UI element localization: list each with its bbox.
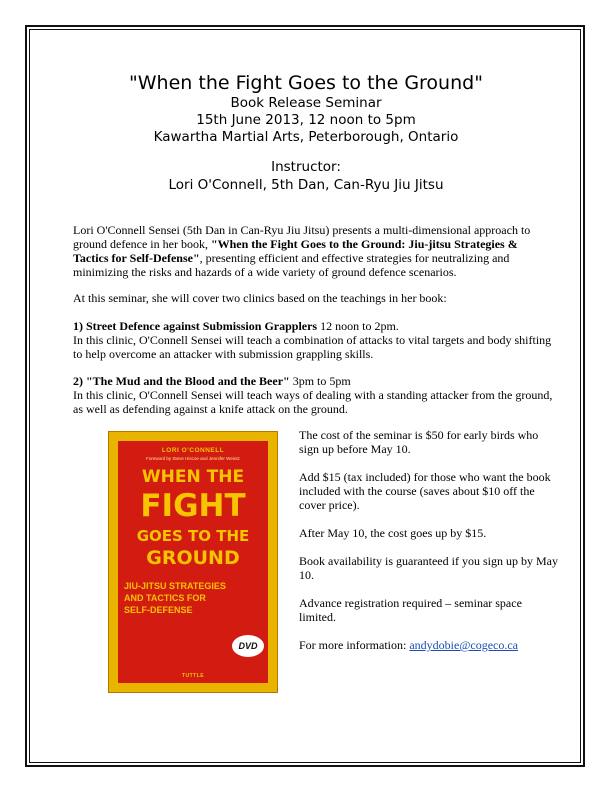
clinic-2-title: 2) "The Mud and the Blood and the Beer" — [73, 374, 290, 388]
overview-paragraph: At this seminar, she will cover two clinics based on the teachings in her book: — [73, 291, 447, 305]
contact-label: For more information: — [299, 638, 410, 652]
instructor-label: Instructor: — [271, 159, 341, 175]
cover-title-line-1: WHEN THE — [141, 467, 245, 487]
book-cover-image — [108, 431, 278, 693]
clinic-1-description: In this clinic, O'Connell Sensei will teach a combination of attacks to vital targets and body shifting to help overcome an attacker with submission grappling skills. — [73, 333, 552, 361]
price-late: After May 10, the cost goes up by $15. — [299, 526, 487, 540]
dvd-badge-icon: DVD — [232, 635, 264, 657]
book-availability: Book availability is guaranteed if you sign up by May 10. — [299, 554, 558, 582]
clinic-2-time: 3pm to 5pm — [289, 374, 351, 388]
cover-subtitle-line-2: AND TACTICS FOR — [124, 593, 206, 603]
flyer-subtitle: Book Release Seminar — [230, 95, 382, 111]
contact-line — [299, 638, 561, 652]
registration-note: Advance registration required – seminar space limited. — [299, 596, 522, 624]
cover-title-line-3: GOES TO THE — [136, 527, 250, 545]
event-venue: Kawartha Martial Arts, Peterborough, Ontario — [153, 129, 459, 145]
cover-publisher: TUTTLE — [181, 673, 205, 679]
price-book-addon: Add $15 (tax included) for those who want the book included with the course (saves about $10 off the cover price). — [299, 470, 551, 512]
intro-lead: Lori O'Connell Sensei (5th Dan in Can-Ryu Jiu Jitsu) presents a multi-dimensional approach to ground defence in her book, — [73, 223, 531, 251]
contact-email-link[interactable]: andydobie@cogeco.ca — [409, 638, 518, 652]
clinic-1 — [73, 319, 553, 361]
clinic-1-title: 1) Street Defence against Submission Grapplers — [73, 319, 318, 333]
cover-author: LORI O'CONNELL — [161, 447, 225, 454]
cover-title-line-2: FIGHT — [140, 488, 246, 524]
book-title-text: "When the Fight Goes to the Ground: Jiu-jitsu Strategies & Tactics for Self-Defense" — [73, 237, 518, 265]
clinic-2-description: In this clinic, O'Connell Sensei will teach ways of dealing with a standing attacker from the ground, as well as defending against a knife attack on the ground. — [73, 388, 553, 416]
intro-rest: , presenting efficient and effective strategies for neutralizing and minimizing the risks and hazards of a wide variety of ground defence scenarios. — [73, 251, 510, 279]
cover-foreword: Foreword by Steve Hiscoe and Jennifer Weintz — [146, 456, 240, 461]
price-early-bird: The cost of the seminar is $50 for early birds who sign up before May 10. — [299, 428, 539, 456]
flyer-title: "When the Fight Goes to the Ground" — [129, 72, 483, 94]
clinic-1-time: 12 noon to 2pm. — [317, 319, 399, 333]
event-date-time: 15th June 2013, 12 noon to 5pm — [196, 112, 416, 128]
clinic-2 — [73, 374, 553, 416]
cover-subtitle-line-3: SELF-DEFENSE — [124, 605, 193, 615]
cover-title-line-4: GROUND — [146, 547, 240, 569]
book-cover-panel — [118, 441, 268, 683]
cover-subtitle-line-1: JIU-JITSU STRATEGIES — [124, 581, 226, 591]
instructor-name: Lori O'Connell, 5th Dan, Can-Ryu Jiu Jitsu — [168, 177, 444, 193]
intro-paragraph — [73, 223, 553, 279]
